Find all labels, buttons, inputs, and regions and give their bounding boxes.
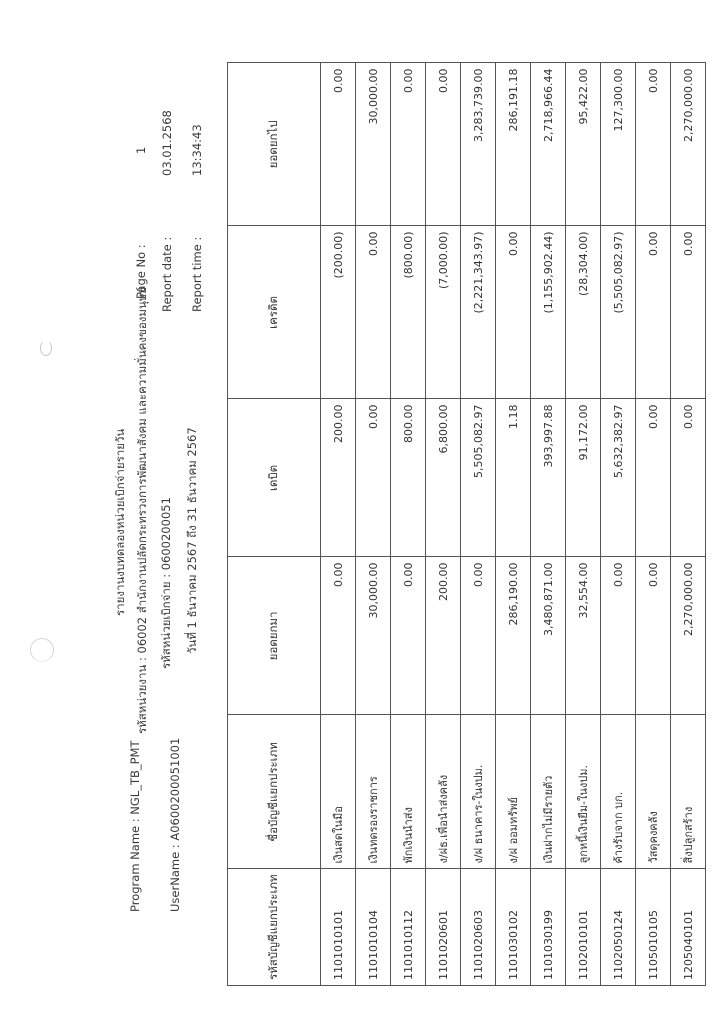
debit-cell: 1.18 xyxy=(496,399,531,557)
debit-cell: 0.00 xyxy=(356,399,391,557)
account-code-cell: 1105010105 xyxy=(636,869,671,986)
credit-cell: (28,304.00) xyxy=(566,226,601,399)
debit-cell: 5,632,382.97 xyxy=(601,399,636,557)
debit-cell: 0.00 xyxy=(636,399,671,557)
header-debit: เดบิต xyxy=(228,399,321,557)
closing-balance-cell: 0.00 xyxy=(426,63,461,226)
account-code-cell: 1102010101 xyxy=(566,869,601,986)
debit-cell: 200.00 xyxy=(321,399,356,557)
report-time-label: Report time : xyxy=(190,236,204,312)
table-row xyxy=(356,63,391,986)
closing-balance-cell: 127,300.00 xyxy=(601,63,636,226)
table-row xyxy=(531,63,566,986)
header-credit: เครดิต xyxy=(228,226,321,399)
header-closing-balance: ยอดยกไป xyxy=(228,63,321,226)
account-code-cell: 1101030199 xyxy=(531,869,566,986)
closing-balance-cell: 3,283,739.00 xyxy=(461,63,496,226)
table-row xyxy=(391,63,426,986)
account-name-cell: ง/ฝ ออมทรัพย์ xyxy=(496,715,531,869)
header-account-code: รหัสบัญชีแยกประเภท xyxy=(228,869,321,986)
disbursement-unit-line: รหัสหน่วยเบิกจ่าย : 0600200051 xyxy=(159,497,173,669)
debit-cell: 0.00 xyxy=(671,399,706,557)
opening-balance-cell: 0.00 xyxy=(636,557,671,715)
table-body xyxy=(321,63,706,986)
account-code-cell: 1205040101 xyxy=(671,869,706,986)
table-row xyxy=(461,63,496,986)
opening-balance-cell: 0.00 xyxy=(601,557,636,715)
page-no-label: Page No : xyxy=(134,244,148,299)
debit-cell: 91,172.00 xyxy=(566,399,601,557)
report-time-value: 13:34:43 xyxy=(190,124,204,176)
debit-cell: 393,997.88 xyxy=(531,399,566,557)
opening-balance-cell: 0.00 xyxy=(461,557,496,715)
table-row xyxy=(321,63,356,986)
closing-balance-cell: 0.00 xyxy=(636,63,671,226)
account-code-cell: 1101020601 xyxy=(426,869,461,986)
account-name-cell: เงินสดในมือ xyxy=(321,715,356,869)
closing-balance-cell: 286,191.18 xyxy=(496,63,531,226)
account-name-cell: ง/ฝธ.เพื่อนำส่งคลัง xyxy=(426,715,461,869)
table-row xyxy=(566,63,601,986)
agency-line: รหัสหน่วยงาน : 06002 สำนักงานปลัดกระทรวงการพัฒนาสังคม และความมั่นคงของมนุษย์ xyxy=(135,286,149,734)
table-row xyxy=(601,63,636,986)
opening-balance-cell: 286,190.00 xyxy=(496,557,531,715)
table-row xyxy=(496,63,531,986)
account-name-cell: ลูกหนี้เงินยืม-ในงปม. xyxy=(566,715,601,869)
report-title: รายงานงบทดลองหน่วยเบิกจ่ายรายวัน xyxy=(113,428,127,616)
program-name: Program Name : NGL_TB_PMT xyxy=(128,740,142,912)
table-row xyxy=(426,63,461,986)
account-code-cell: 1101010101 xyxy=(321,869,356,986)
credit-cell: 0.00 xyxy=(356,226,391,399)
account-name-cell: วัสดุคงคลัง xyxy=(636,715,671,869)
account-code-cell: 1102050124 xyxy=(601,869,636,986)
closing-balance-cell: 2,718,966.44 xyxy=(531,63,566,226)
table-row xyxy=(636,63,671,986)
date-range: วันที่ 1 ธันวาคม 2567 ถึง 31 ธันวาคม 2567 xyxy=(185,427,199,654)
opening-balance-cell: 200.00 xyxy=(426,557,461,715)
opening-balance-cell: 0.00 xyxy=(321,557,356,715)
account-name-cell: เงินทดรองราชการ xyxy=(356,715,391,869)
opening-balance-cell: 2,270,000.00 xyxy=(671,557,706,715)
opening-balance-cell: 30,000.00 xyxy=(356,557,391,715)
credit-cell: 0.00 xyxy=(636,226,671,399)
account-code-cell: 1101030102 xyxy=(496,869,531,986)
credit-cell: (200.00) xyxy=(321,226,356,399)
credit-cell: (1,155,902.44) xyxy=(531,226,566,399)
closing-balance-cell: 95,422.00 xyxy=(566,63,601,226)
report-date-value: 03.01.2568 xyxy=(160,110,174,176)
credit-cell: 0.00 xyxy=(496,226,531,399)
opening-balance-cell: 0.00 xyxy=(391,557,426,715)
table-row xyxy=(671,63,706,986)
closing-balance-cell: 2,270,000.00 xyxy=(671,63,706,226)
closing-balance-cell: 0.00 xyxy=(321,63,356,226)
header-account-name: ชื่อบัญชีแยกประเภท xyxy=(228,715,321,869)
account-name-cell: เงินฝากไม่มีรายตัว xyxy=(531,715,566,869)
closing-balance-cell: 0.00 xyxy=(391,63,426,226)
trial-balance-table xyxy=(227,62,706,986)
table-header-row xyxy=(228,63,321,986)
account-code-cell: 1101010104 xyxy=(356,869,391,986)
scan-mark xyxy=(40,340,52,356)
account-name-cell: พักเงินนำส่ง xyxy=(391,715,426,869)
opening-balance-cell: 32,554.00 xyxy=(566,557,601,715)
debit-cell: 6,800.00 xyxy=(426,399,461,557)
scan-mark xyxy=(30,638,54,662)
report-date-label: Report date : xyxy=(160,236,174,312)
header-opening-balance: ยอดยกมา xyxy=(228,557,321,715)
user-name: UserName : A0600200051001 xyxy=(168,737,182,912)
account-name-cell: สิ่งปลูกสร้าง xyxy=(671,715,706,869)
credit-cell: (7,000.00) xyxy=(426,226,461,399)
page-no-value: 1 xyxy=(134,146,148,154)
opening-balance-cell: 3,480,871.00 xyxy=(531,557,566,715)
account-code-cell: 1101010112 xyxy=(391,869,426,986)
account-name-cell: ค้างรับจาก บก. xyxy=(601,715,636,869)
closing-balance-cell: 30,000.00 xyxy=(356,63,391,226)
debit-cell: 800.00 xyxy=(391,399,426,557)
credit-cell: 0.00 xyxy=(671,226,706,399)
account-name-cell: ง/ฝ ธนาคาร-ในงปม. xyxy=(461,715,496,869)
account-code-cell: 1101020603 xyxy=(461,869,496,986)
credit-cell: (2,221,343.97) xyxy=(461,226,496,399)
debit-cell: 5,505,082.97 xyxy=(461,399,496,557)
credit-cell: (800.00) xyxy=(391,226,426,399)
credit-cell: (5,505,082.97) xyxy=(601,226,636,399)
